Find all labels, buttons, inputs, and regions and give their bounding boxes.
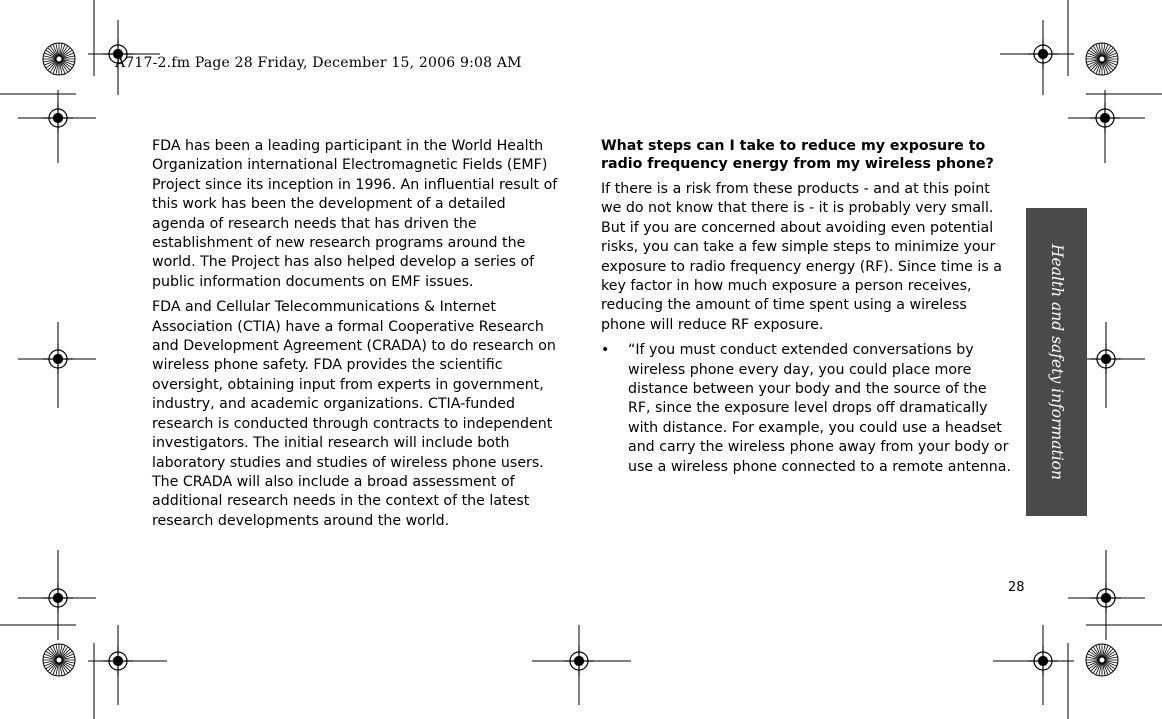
bullet-icon: • — [601, 342, 610, 359]
paragraph: FDA and Cellular Telecommunications & Internet Association (CTIA) have a formal Cooperative Research and Development Agreement (CRADA) to do research on wireless phone safety. FDA provides the scientific oversight, obtaining input from experts in government, industry, and academic organizations. CTIA-funded research is conducted through contracts to independent investigators. The initial research will include both laboratory studies and studies of wireless phone users. The CRADA will also include a broad assessment of additional research needs in the context of the latest research developments around the world. — [152, 299, 556, 529]
section-tab-label: Health and safety information — [1047, 244, 1066, 480]
list-item-text: “If you must conduct extended conversations by wireless phone every day, you could place more distance between your body and the source of the RF, since the exposure level drops off dramatically with distance. For example, you could use a headset and carry the wireless phone away from your body or use a wireless phone connected to a remote antenna. — [628, 342, 1011, 475]
paragraph: If there is a risk from these products - and at this point we do not know that there is - it is probably very small. But if you are concerned about avoiding even potential risks, you can take a few simple steps to minimize your exposure to radio frequency energy (RF). Since time is a key factor in how much exposure a person receives, reducing the amount of time spent using a wireless phone will reduce RF exposure. — [601, 181, 1002, 333]
section-heading: What steps can I take to reduce my exposure to radio frequency energy from my wireless phone? — [601, 138, 994, 172]
left-column — [152, 137, 562, 537]
section-tab — [1026, 208, 1087, 516]
page-number: 28 — [1008, 580, 1025, 595]
list-item — [601, 341, 1011, 477]
right-column — [601, 137, 1011, 477]
print-slug: A717-2.fm Page 28 Friday, December 15, 2006 9:08 AM — [115, 55, 522, 71]
paragraph: FDA has been a leading participant in the World Health Organization international Electromagnetic Fields (EMF) Project since its inception in 1996. An influential result of this work has been the development of a detailed agenda of research needs that has driven the establishment of new research programs around the world. The Project has also helped develop a series of public information documents on EMF issues. — [152, 138, 558, 290]
